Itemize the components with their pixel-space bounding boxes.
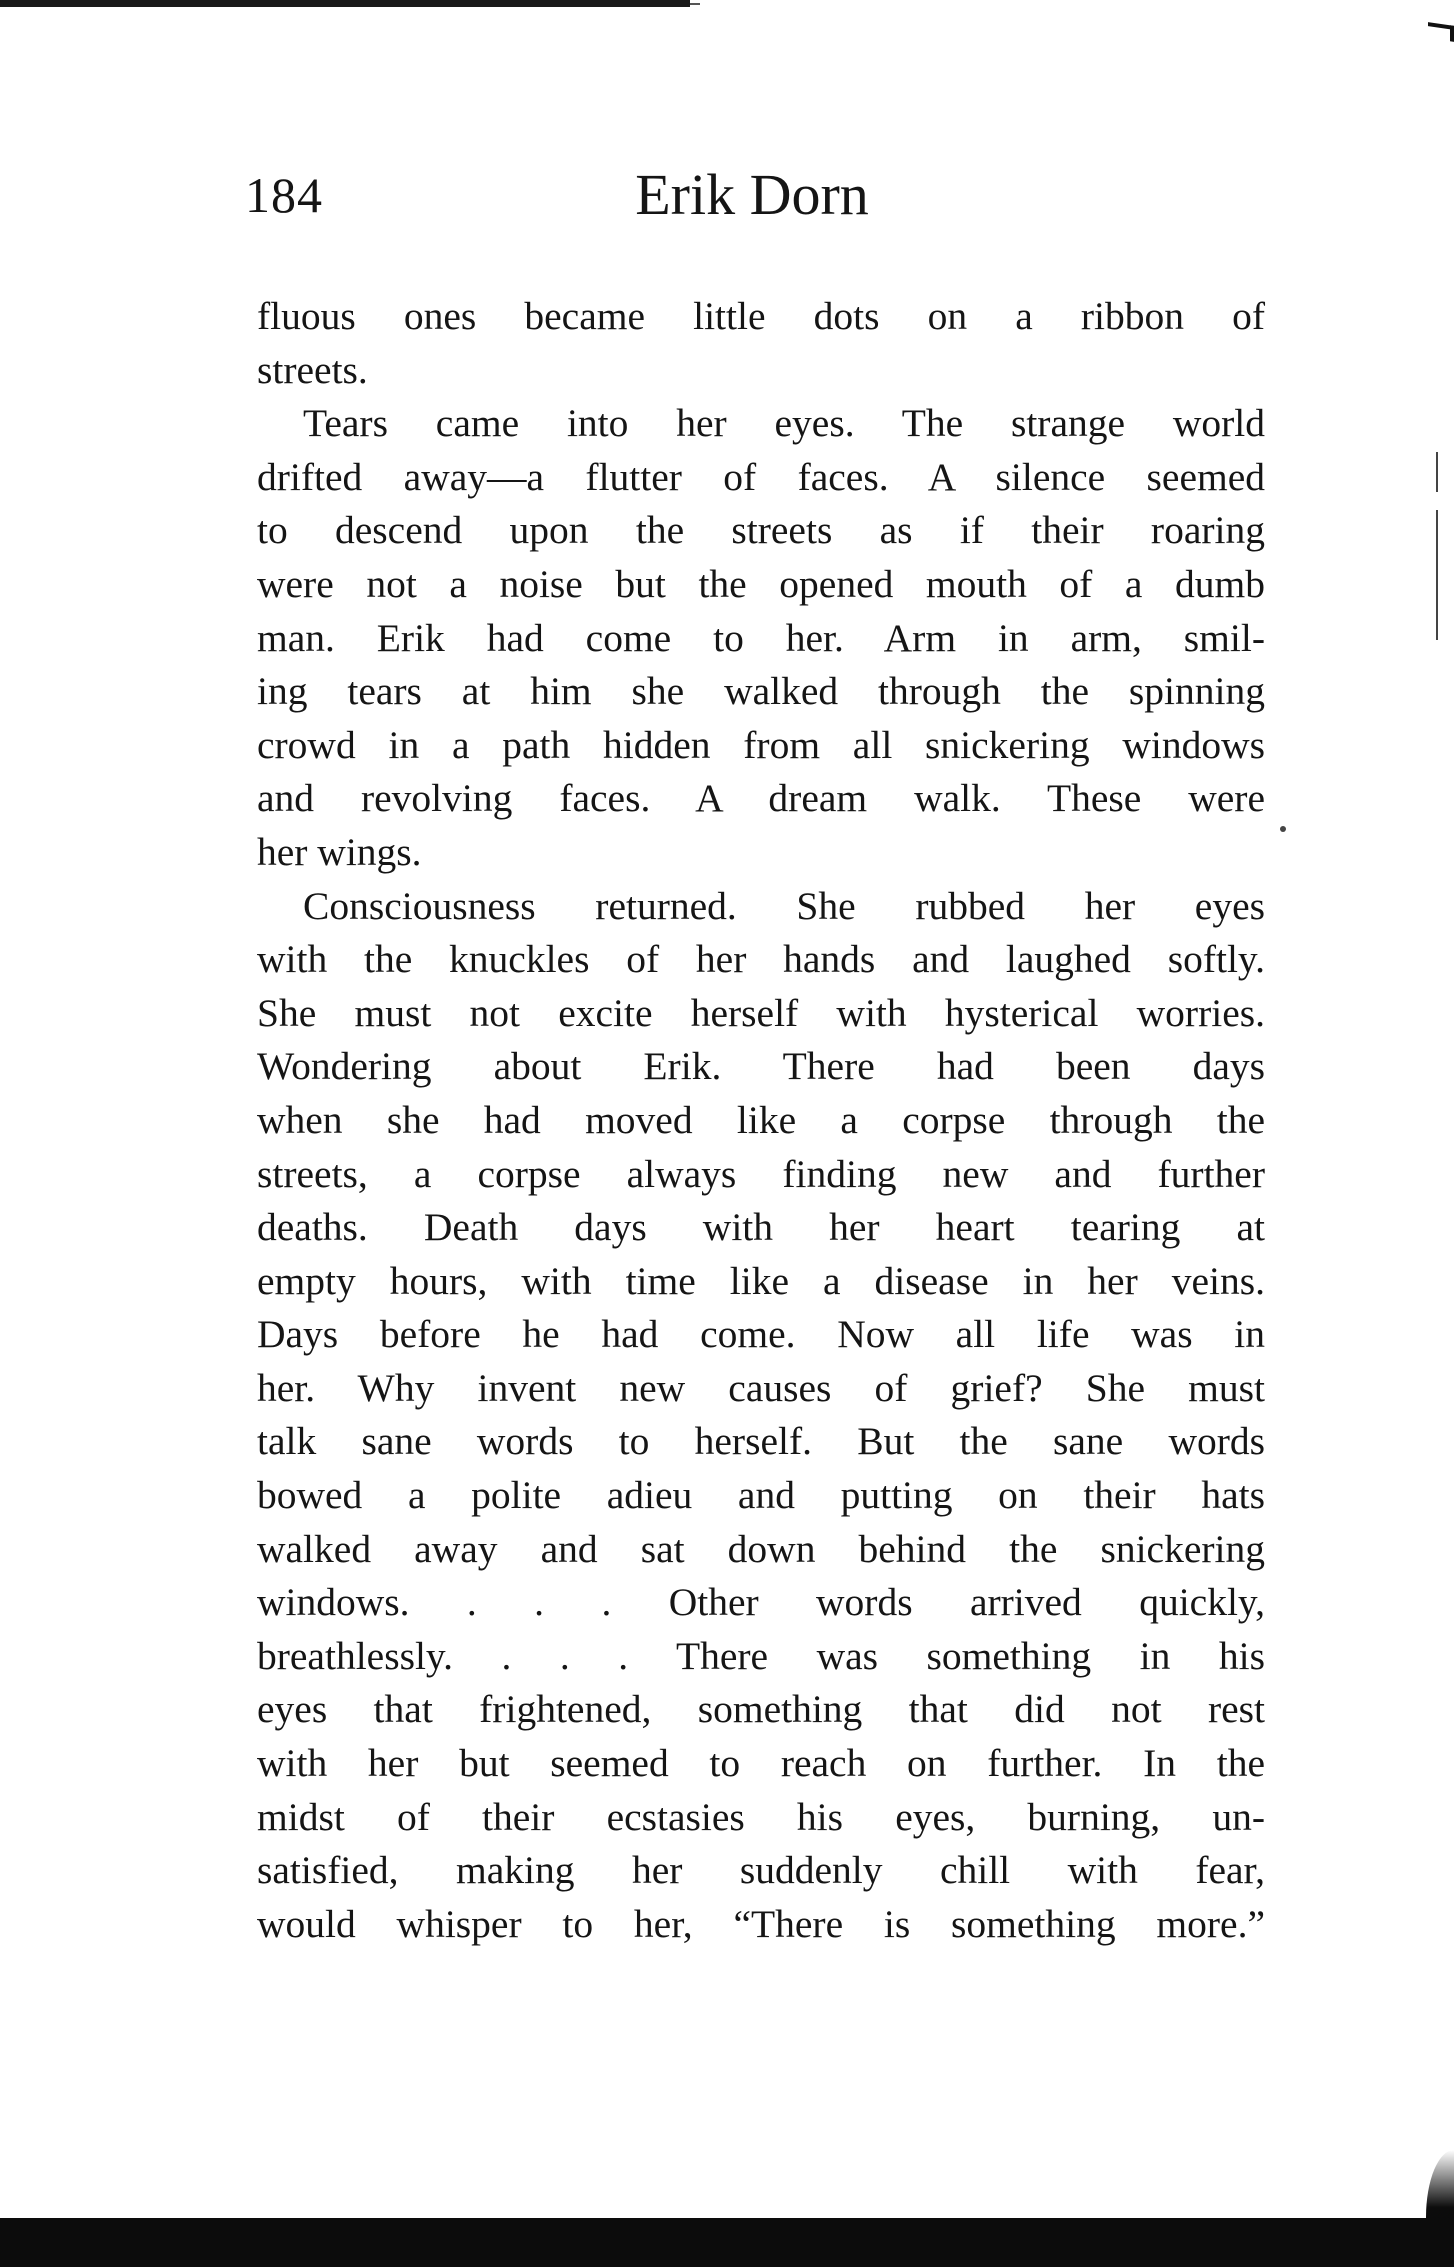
text-line: when she had moved like a corpse through the: [257, 1097, 1265, 1142]
text-line: drifted away—a flutter of faces. A silence seemed: [257, 454, 1265, 499]
bottom-edge-band: [0, 2218, 1454, 2267]
text-line: crowd in a path hidden from all snickering windows: [257, 722, 1265, 767]
text-line: with the knuckles of her hands and laughed softly.: [257, 937, 1265, 982]
running-title: Erik Dorn: [635, 162, 869, 227]
text-line: streets, a corpse always finding new and further: [257, 1151, 1265, 1196]
text-line: She must not excite herself with hysterical worries.: [257, 990, 1265, 1035]
text-line: midst of their ecstasies his eyes, burning, un-: [257, 1794, 1265, 1839]
text-line: with her but seemed to reach on further. In the: [257, 1741, 1265, 1786]
text-line: satisfied, making her suddenly chill with fear,: [257, 1848, 1265, 1893]
text-line: breathlessly. . . . There was something in his: [257, 1633, 1265, 1678]
text-line: Consciousness returned. She rubbed her eyes: [303, 883, 1265, 928]
text-line: Days before he had come. Now all life was in: [257, 1312, 1265, 1357]
body-text: [257, 290, 1265, 1951]
page-number: 184: [245, 167, 323, 223]
text-line: empty hours, with time like a disease in her veins.: [257, 1258, 1265, 1303]
text-line: man. Erik had come to her. Arm in arm, smil-: [257, 615, 1265, 660]
text-line: streets.: [257, 347, 368, 392]
text-line: fluous ones became little dots on a ribbon of: [257, 294, 1265, 338]
top-edge-rule: [0, 0, 690, 7]
text-line: deaths. Death days with her heart tearing at: [257, 1205, 1265, 1250]
margin-mark: [1280, 826, 1286, 832]
text-line: were not a noise but the opened mouth of a dumb: [257, 561, 1265, 606]
text-line: walked away and sat down behind the snickering: [257, 1526, 1265, 1571]
text-line: her wings.: [257, 829, 422, 874]
text-line: windows. . . . Other words arrived quickly,: [257, 1580, 1265, 1625]
margin-mark: [1436, 510, 1438, 640]
text-line: bowed a polite adieu and putting on their hats: [257, 1473, 1265, 1518]
margin-mark: [1436, 452, 1438, 492]
corner-fold-mark: [1428, 22, 1454, 42]
text-line: to descend upon the streets as if their roaring: [257, 508, 1265, 553]
page-edge-shadow: [1426, 2150, 1454, 2222]
text-line: eyes that frightened, something that did not rest: [257, 1687, 1265, 1732]
text-line: ing tears at him she walked through the spinning: [257, 669, 1265, 714]
text-line: Wondering about Erik. There had been days: [257, 1044, 1265, 1089]
text-line: her. Why invent new causes of grief? She must: [257, 1365, 1265, 1410]
text-line: Tears came into her eyes. The strange world: [303, 401, 1265, 446]
text-line: would whisper to her, “There is something more.”: [257, 1901, 1265, 1946]
text-line: and revolving faces. A dream walk. These were: [257, 776, 1265, 821]
text-line: talk sane words to herself. But the sane words: [257, 1419, 1265, 1464]
top-edge-rule-tail: [690, 3, 700, 5]
